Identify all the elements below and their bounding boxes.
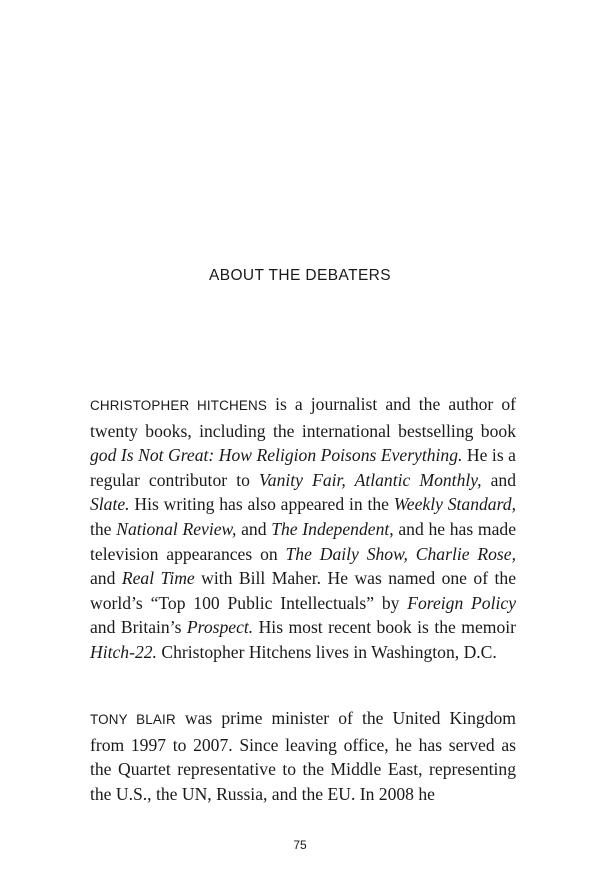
bio-text: His writing has also appeared in the — [129, 494, 394, 515]
italic-title: god Is Not Great: How Religion Poisons Everything. — [90, 445, 463, 466]
italic-title: Real Time — [121, 568, 195, 589]
bio-text: and he has made television appearances on — [90, 518, 517, 564]
bio-text: is a journalist and the author of twenty books, including the international bestselling book — [90, 394, 517, 441]
italic-title: Prospect. — [186, 617, 254, 638]
bio-christopher-hitchens — [90, 392, 516, 665]
italic-title: Hitch-22. — [90, 641, 157, 662]
bio-text: His most recent book is the memoir — [253, 617, 516, 638]
page-number: 75 — [293, 838, 307, 852]
bio-text: with Bill Maher. He was named one of the world’s “Top 100 Public Intellectuals” by — [90, 568, 517, 613]
italic-title: Weekly Standard, — [393, 494, 516, 515]
bio-text: and — [90, 568, 122, 589]
italic-title: Vanity Fair, Atlantic Monthly, — [259, 469, 482, 490]
bio-text: and Britain’s — [90, 617, 187, 638]
bio-text: Christopher Hitchens lives in Washington, D.C. — [156, 641, 497, 662]
bio-text: the — [90, 518, 117, 539]
section-heading: ABOUT THE DEBATERS — [208, 267, 392, 284]
bio-text: and — [481, 469, 517, 490]
italic-title: The Independent, — [271, 518, 394, 539]
italic-title: The Daily Show, Charlie Rose, — [285, 543, 516, 564]
bio-text: He is a regular contributor to — [90, 445, 516, 490]
bio-text: was prime minister of the United Kingdom from 1997 to 2007. Since leaving office, he has served as the Quartet representative to the Middle East, representing the U.S., the UN, Russia, and the EU. In 2008 he — [90, 708, 516, 804]
bio-tony-blair — [90, 706, 516, 806]
italic-title: Slate. — [90, 494, 130, 515]
debater-name: CHRISTOPHER HITCHENS — [90, 398, 268, 413]
italic-title: National Review, — [116, 518, 237, 539]
bio-text: and — [236, 518, 272, 539]
italic-title: Foreign Policy — [407, 592, 516, 613]
debater-name: TONY BLAIR — [90, 712, 176, 727]
